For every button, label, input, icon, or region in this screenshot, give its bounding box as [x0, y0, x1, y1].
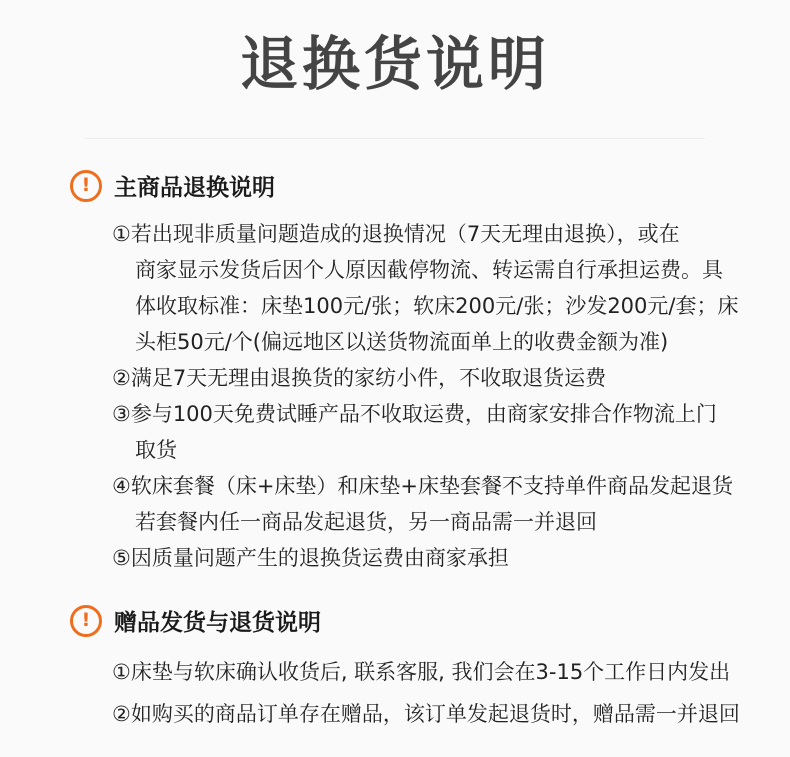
section-title: 主商品退换说明 — [114, 175, 275, 201]
rule-line: 体收取标准：床垫100元/张；软床200元/张；沙发200元/套；床 — [135, 294, 739, 318]
exclamation-circle-icon: ! — [70, 605, 102, 637]
rule-line: ①床垫与软床确认收货后, 联系客服, 我们会在3-15个工作日内发出 — [112, 660, 731, 684]
rule-line: 若套餐内任一商品发起退货，另一商品需一并退回 — [135, 510, 597, 534]
rule-line: 取货 — [135, 438, 177, 462]
rule-line: ②满足7天无理由退换货的家纺小件，不收取退货运费 — [112, 366, 607, 390]
section-main-return-header — [70, 169, 275, 202]
rule-line: ④软床套餐（床+床垫）和床垫+床垫套餐不支持单件商品发起退货 — [112, 474, 734, 498]
section-title: 赠品发货与退货说明 — [114, 610, 321, 636]
rule-line: 商家显示发货后因个人原因截停物流、转运需自行承担运费。具 — [135, 258, 723, 282]
section-gift-header — [70, 604, 321, 637]
page-title: 退换货说明 — [239, 30, 550, 98]
rule-line: ②如购买的商品订单存在赠品，该订单发起退货时，赠品需一并退回 — [112, 702, 740, 726]
rule-line: ③参与100天免费试睡产品不收取运费，由商家安排合作物流上门 — [112, 402, 717, 426]
divider — [85, 138, 705, 139]
rule-line: ①若出现非质量问题造成的退换情况（7天无理由退换），或在 — [112, 222, 680, 246]
exclamation-circle-icon: ! — [70, 170, 102, 202]
rule-line: 头柜50元/个(偏远地区以送货物流面单上的收费金额为准) — [135, 330, 669, 354]
rule-line: ⑤因质量问题产生的退换货运费由商家承担 — [112, 546, 509, 570]
